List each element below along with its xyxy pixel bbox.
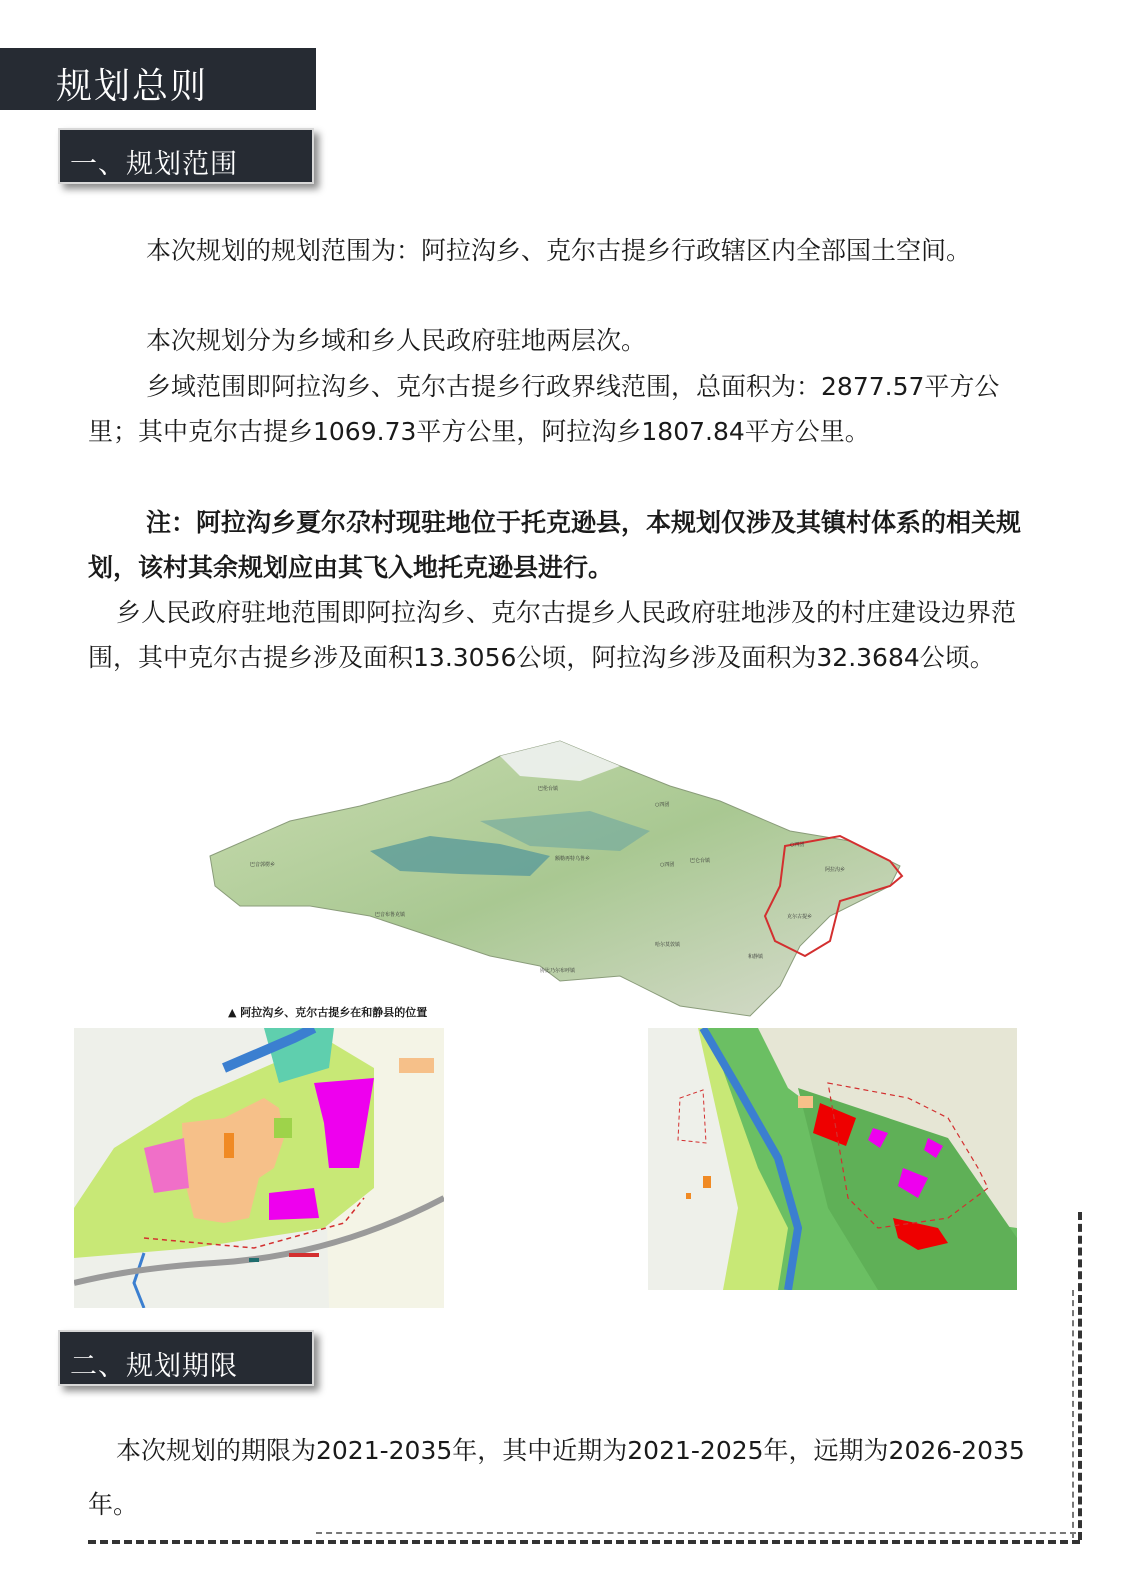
county-location-map [200,736,915,1018]
map-caption: ▲ 阿拉沟乡、克尔古提乡在和静县的位置 [228,1006,428,1019]
paragraph-levels: 本次规划分为乡域和乡人民政府驻地两层次。 [146,326,647,355]
map-label-balunta: 巴伦台镇 [538,786,559,792]
paragraph-scope: 本次规划的规划范围为：阿拉沟乡、克尔古提乡行政辖区内全部国土空间。 [146,236,972,265]
decor-dash-vertical [1078,1212,1082,1540]
land-use-map-right [648,1028,1017,1290]
magenta-area-2 [269,1188,319,1220]
map-label-regiment-b: ○四团 [660,862,675,868]
tan-block [798,1096,813,1108]
map-label-ergong: 额勒再特乌鲁乡 [555,856,591,862]
paragraph-note: 注：阿拉沟乡夏尔尕村现驻地位于托克逊县，本规划仅涉及其镇村体系的相关规划，该村其余规划应由其飞入地托克逊县进行。 [88,508,1022,582]
section-heading-scope [58,128,314,184]
map-label-keergu: 克尔古提乡 [787,914,813,920]
decor-dash-horizontal [88,1540,1080,1544]
decor-dash-vertical-inner [1072,1290,1074,1538]
map-label-baluntai2: 巴仑台镇 [690,858,711,864]
land-use-map-left [74,1028,444,1308]
map-label-bayinbuluke: 巴音布鲁克镇 [375,912,406,918]
orange-block [399,1058,434,1073]
orange-block-1 [703,1176,711,1188]
page-title: 规划总则 [56,66,209,107]
paragraph-government-site: 乡人民政府驻地范围即阿拉沟乡、克尔古提乡人民政府驻地涉及的村庄建设边界范围，其中克尔古提乡涉及面积13.3056公顷，阿拉沟乡涉及面积为32.3684公顷。 [88,598,1017,672]
teal-marker [249,1258,259,1262]
decor-dash-horizontal-inner [316,1532,1076,1534]
section-heading-period [58,1330,314,1386]
section-heading-scope-text: 一、规划范围 [70,149,238,180]
red-marker [289,1253,319,1257]
county-shape [210,741,900,1016]
map-label-regiment-a: ○四团 [655,802,670,808]
green-block [274,1118,292,1138]
map-label-hargan: 哈尔莫敦镇 [655,942,681,948]
paragraph-period: 本次规划的期限为2021-2035年，其中近期为2021-2025年，远期为2026-2035年。 [88,1436,1025,1519]
page-title-bar [0,48,316,110]
map-label-regiment-c: ○四团 [790,842,805,848]
map-label-hejing: 和静镇 [748,954,764,960]
map-label-balungol: 巴音郭楞乡 [250,862,276,868]
paragraph-area: 乡域范围即阿拉沟乡、克尔古提乡行政界线范围，总面积为：2877.57平方公里；其中克尔古提乡1069.73平方公里，阿拉沟乡1807.84平方公里。 [88,372,1000,446]
map-label-alagou: 阿拉沟乡 [825,867,846,873]
section-heading-period-text: 二、规划期限 [70,1351,238,1382]
orange-block-2 [686,1193,691,1199]
orange-small [224,1133,234,1158]
map-label-xihaerm: 协比乃尔布呼镇 [540,968,576,974]
